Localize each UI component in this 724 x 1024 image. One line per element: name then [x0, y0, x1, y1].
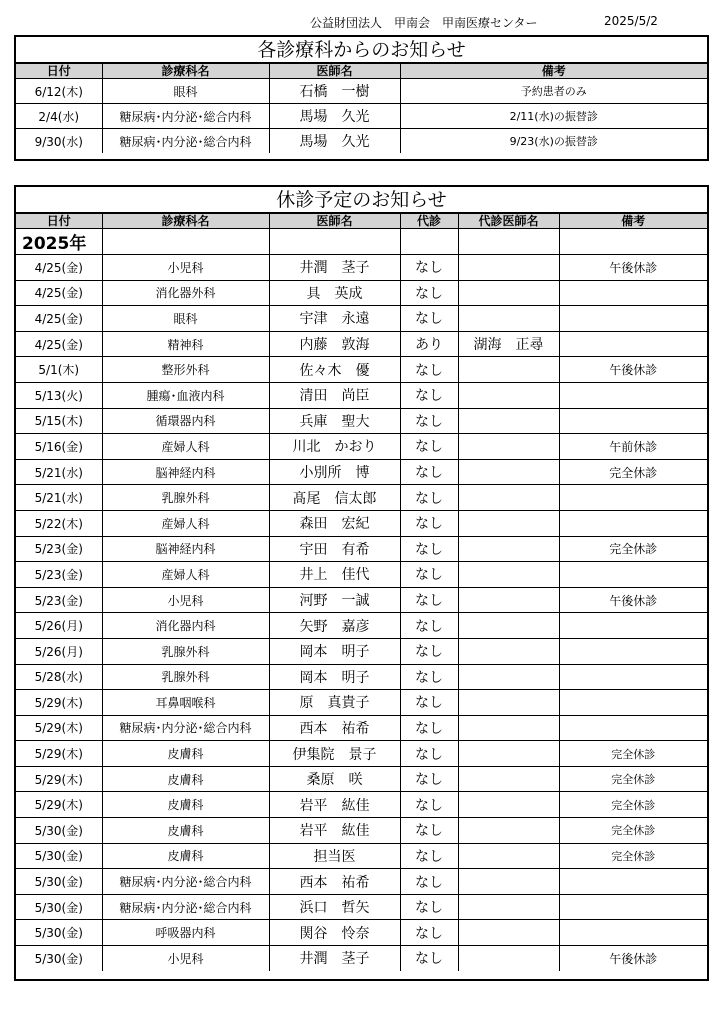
doctor-cell: 馬場 久光 [269, 104, 400, 129]
date-cell: 5/29(木) [16, 792, 102, 818]
date-cell: 5/21(水) [16, 459, 102, 485]
dept-cell: 腫瘍･血液内科 [102, 382, 269, 408]
substitute-doctor-cell [458, 536, 559, 562]
doctor-cell: 小別所 博 [269, 459, 400, 485]
doctor-cell: 佐々木 優 [269, 357, 400, 383]
note-cell [559, 664, 707, 690]
substitute-cell: なし [400, 920, 458, 946]
substitute-doctor-cell [458, 408, 559, 434]
note-cell: 午後休診 [559, 587, 707, 613]
note-cell [559, 331, 707, 357]
column-header-note: 備考 [400, 64, 707, 79]
substitute-doctor-cell [458, 843, 559, 869]
doctor-cell: 担当医 [269, 843, 400, 869]
empty-cell [102, 229, 269, 255]
closures-section [14, 185, 709, 981]
table-row [16, 562, 707, 588]
date-cell: 5/29(木) [16, 690, 102, 716]
date-cell: 5/30(金) [16, 869, 102, 895]
table-row [16, 510, 707, 536]
substitute-doctor-cell [458, 792, 559, 818]
column-header-doctor: 医師名 [269, 214, 400, 229]
doctor-cell: 西本 祐希 [269, 869, 400, 895]
empty-cell [559, 229, 707, 255]
dept-cell: 耳鼻咽喉科 [102, 690, 269, 716]
document-date: 2025/5/2 [604, 14, 658, 28]
table-row [16, 459, 707, 485]
column-header-doctor: 医師名 [269, 64, 400, 79]
substitute-cell: なし [400, 587, 458, 613]
date-cell: 5/21(水) [16, 485, 102, 511]
dept-cell: 精神科 [102, 331, 269, 357]
substitute-cell: あり [400, 331, 458, 357]
column-header-date: 日付 [16, 214, 102, 229]
column-header-date: 日付 [16, 64, 102, 79]
table-row [16, 104, 707, 129]
substitute-doctor-cell [458, 255, 559, 281]
substitute-cell: なし [400, 510, 458, 536]
notices-table [16, 64, 707, 153]
table-row [16, 587, 707, 613]
dept-cell: 小児科 [102, 587, 269, 613]
table-row [16, 638, 707, 664]
date-cell: 5/23(金) [16, 587, 102, 613]
substitute-doctor-cell [458, 664, 559, 690]
substitute-cell: なし [400, 715, 458, 741]
doctor-cell: 髙尾 信太郎 [269, 485, 400, 511]
substitute-doctor-cell [458, 306, 559, 332]
date-cell: 5/26(月) [16, 638, 102, 664]
substitute-cell: なし [400, 306, 458, 332]
table-row [16, 485, 707, 511]
dept-cell: 脳神経内科 [102, 459, 269, 485]
substitute-doctor-cell [458, 459, 559, 485]
date-cell: 5/26(月) [16, 613, 102, 639]
note-cell: 午後休診 [559, 255, 707, 281]
column-header-dept: 診療科名 [102, 214, 269, 229]
table-row [16, 331, 707, 357]
table-row [16, 690, 707, 716]
note-cell [559, 869, 707, 895]
note-cell: 予約患者のみ [400, 79, 707, 104]
table-row [16, 946, 707, 971]
date-cell: 4/25(金) [16, 306, 102, 332]
date-cell: 6/12(木) [16, 79, 102, 104]
dept-cell: 皮膚科 [102, 766, 269, 792]
dept-cell: 糖尿病･内分泌･総合内科 [102, 129, 269, 154]
table-row [16, 818, 707, 844]
dept-cell: 循環器内科 [102, 408, 269, 434]
dept-cell: 産婦人科 [102, 562, 269, 588]
year-row [16, 229, 707, 255]
dept-cell: 糖尿病･内分泌･総合内科 [102, 869, 269, 895]
note-cell: 完全休診 [559, 459, 707, 485]
note-cell: 完全休診 [559, 818, 707, 844]
dept-cell: 乳腺外科 [102, 638, 269, 664]
note-cell [559, 485, 707, 511]
doctor-cell: 河野 一誠 [269, 587, 400, 613]
substitute-cell: なし [400, 434, 458, 460]
note-cell [559, 894, 707, 920]
substitute-doctor-cell [458, 920, 559, 946]
table-row [16, 357, 707, 383]
substitute-doctor-cell [458, 562, 559, 588]
table-row [16, 382, 707, 408]
dept-cell: 消化器外科 [102, 280, 269, 306]
empty-cell [269, 229, 400, 255]
closures-header-row [16, 214, 707, 229]
doctor-cell: 浜口 哲矢 [269, 894, 400, 920]
table-row [16, 255, 707, 281]
table-row [16, 894, 707, 920]
doctor-cell: 岩平 紘佳 [269, 818, 400, 844]
note-cell [559, 920, 707, 946]
note-cell: 2/11(水)の振替診 [400, 104, 707, 129]
doctor-cell: 内藤 敦海 [269, 331, 400, 357]
date-cell: 5/15(木) [16, 408, 102, 434]
year-label: 2025年 [16, 229, 102, 255]
doctor-cell: 井潤 茎子 [269, 255, 400, 281]
table-row [16, 79, 707, 104]
dept-cell: 糖尿病･内分泌･総合内科 [102, 104, 269, 129]
substitute-cell: なし [400, 536, 458, 562]
substitute-cell: なし [400, 357, 458, 383]
substitute-doctor-cell [458, 690, 559, 716]
note-cell: 完全休診 [559, 843, 707, 869]
substitute-cell: なし [400, 255, 458, 281]
note-cell: 午前休診 [559, 434, 707, 460]
note-cell: 完全休診 [559, 536, 707, 562]
doctor-cell: 井上 佳代 [269, 562, 400, 588]
substitute-doctor-cell [458, 818, 559, 844]
table-row [16, 741, 707, 767]
date-cell: 5/30(金) [16, 818, 102, 844]
date-cell: 5/29(木) [16, 715, 102, 741]
notices-title: 各診療科からのお知らせ [16, 37, 707, 64]
doctor-cell: 川北 かおり [269, 434, 400, 460]
table-row [16, 792, 707, 818]
date-cell: 4/25(金) [16, 280, 102, 306]
substitute-cell: なし [400, 766, 458, 792]
closures-table [16, 214, 707, 971]
dept-cell: 皮膚科 [102, 741, 269, 767]
closures-title: 休診予定のお知らせ [16, 187, 707, 214]
date-cell: 2/4(水) [16, 104, 102, 129]
doctor-cell: 岡本 明子 [269, 664, 400, 690]
table-row [16, 306, 707, 332]
substitute-cell: なし [400, 638, 458, 664]
substitute-cell: なし [400, 894, 458, 920]
dept-cell: 産婦人科 [102, 510, 269, 536]
table-row [16, 434, 707, 460]
note-cell [559, 280, 707, 306]
date-cell: 5/30(金) [16, 920, 102, 946]
substitute-doctor-cell [458, 485, 559, 511]
substitute-doctor-cell [458, 510, 559, 536]
dept-cell: 皮膚科 [102, 792, 269, 818]
date-cell: 4/25(金) [16, 331, 102, 357]
dept-cell: 眼科 [102, 306, 269, 332]
date-cell: 9/30(水) [16, 129, 102, 154]
column-header-substitute-doctor: 代診医師名 [458, 214, 559, 229]
dept-cell: 整形外科 [102, 357, 269, 383]
note-cell [559, 562, 707, 588]
empty-cell [400, 229, 458, 255]
date-cell: 5/1(木) [16, 357, 102, 383]
note-cell [559, 510, 707, 536]
note-cell [559, 613, 707, 639]
organization-name: 公益財団法人 甲南会 甲南医療センター [310, 16, 538, 30]
note-cell [559, 408, 707, 434]
column-header-dept: 診療科名 [102, 64, 269, 79]
doctor-cell: 岡本 明子 [269, 638, 400, 664]
dept-cell: 皮膚科 [102, 818, 269, 844]
substitute-cell: なし [400, 843, 458, 869]
doctor-cell: 矢野 嘉彦 [269, 613, 400, 639]
substitute-doctor-cell [458, 357, 559, 383]
dept-cell: 糖尿病･内分泌･総合内科 [102, 715, 269, 741]
substitute-doctor-cell [458, 715, 559, 741]
substitute-cell: なし [400, 818, 458, 844]
date-cell: 5/13(火) [16, 382, 102, 408]
substitute-cell: なし [400, 741, 458, 767]
substitute-cell: なし [400, 562, 458, 588]
note-cell: 完全休診 [559, 766, 707, 792]
substitute-cell: なし [400, 485, 458, 511]
doctor-cell: 清田 尚臣 [269, 382, 400, 408]
date-cell: 5/22(木) [16, 510, 102, 536]
dept-cell: 小児科 [102, 255, 269, 281]
column-header-note: 備考 [559, 214, 707, 229]
doctor-cell: 馬場 久光 [269, 129, 400, 154]
notices-section [14, 35, 709, 161]
dept-cell: 乳腺外科 [102, 485, 269, 511]
table-row [16, 613, 707, 639]
date-cell: 5/30(金) [16, 843, 102, 869]
substitute-cell: なし [400, 664, 458, 690]
doctor-cell: 石橋 一樹 [269, 79, 400, 104]
table-row [16, 843, 707, 869]
note-cell [559, 690, 707, 716]
substitute-cell: なし [400, 280, 458, 306]
substitute-cell: なし [400, 792, 458, 818]
note-cell [559, 306, 707, 332]
doctor-cell: 井潤 茎子 [269, 946, 400, 971]
date-cell: 5/29(木) [16, 741, 102, 767]
substitute-doctor-cell [458, 766, 559, 792]
doctor-cell: 具 英成 [269, 280, 400, 306]
note-cell [559, 715, 707, 741]
empty-cell [458, 229, 559, 255]
date-cell: 5/29(木) [16, 766, 102, 792]
note-cell: 完全休診 [559, 792, 707, 818]
substitute-cell: なし [400, 690, 458, 716]
dept-cell: 眼科 [102, 79, 269, 104]
note-cell: 完全休診 [559, 741, 707, 767]
doctor-cell: 宇津 永遠 [269, 306, 400, 332]
table-row [16, 664, 707, 690]
substitute-doctor-cell [458, 638, 559, 664]
table-row [16, 766, 707, 792]
date-cell: 4/25(金) [16, 255, 102, 281]
dept-cell: 脳神経内科 [102, 536, 269, 562]
table-row [16, 920, 707, 946]
table-row [16, 280, 707, 306]
dept-cell: 皮膚科 [102, 843, 269, 869]
table-row [16, 129, 707, 154]
substitute-cell: なし [400, 382, 458, 408]
table-row [16, 715, 707, 741]
dept-cell: 消化器内科 [102, 613, 269, 639]
dept-cell: 産婦人科 [102, 434, 269, 460]
column-header-substitute: 代診 [400, 214, 458, 229]
substitute-cell: なし [400, 613, 458, 639]
substitute-doctor-cell [458, 869, 559, 895]
substitute-cell: なし [400, 459, 458, 485]
dept-cell: 呼吸器内科 [102, 920, 269, 946]
substitute-doctor-cell [458, 280, 559, 306]
dept-cell: 乳腺外科 [102, 664, 269, 690]
doctor-cell: 伊集院 景子 [269, 741, 400, 767]
note-cell [559, 382, 707, 408]
date-cell: 5/30(金) [16, 894, 102, 920]
substitute-doctor-cell [458, 587, 559, 613]
date-cell: 5/23(金) [16, 536, 102, 562]
doctor-cell: 関谷 怜奈 [269, 920, 400, 946]
table-row [16, 408, 707, 434]
doctor-cell: 西本 祐希 [269, 715, 400, 741]
date-cell: 5/30(金) [16, 946, 102, 971]
substitute-doctor-cell [458, 741, 559, 767]
dept-cell: 糖尿病･内分泌･総合内科 [102, 894, 269, 920]
substitute-cell: なし [400, 869, 458, 895]
note-cell: 午後休診 [559, 946, 707, 971]
note-cell: 9/23(水)の振替診 [400, 129, 707, 154]
substitute-doctor-cell [458, 946, 559, 971]
doctor-cell: 宇田 有希 [269, 536, 400, 562]
date-cell: 5/28(水) [16, 664, 102, 690]
substitute-doctor-cell [458, 613, 559, 639]
substitute-doctor-cell: 湖海 正尋 [458, 331, 559, 357]
substitute-doctor-cell [458, 434, 559, 460]
doctor-cell: 原 真貴子 [269, 690, 400, 716]
doctor-cell: 桑原 咲 [269, 766, 400, 792]
note-cell: 午後休診 [559, 357, 707, 383]
date-cell: 5/23(金) [16, 562, 102, 588]
substitute-cell: なし [400, 946, 458, 971]
substitute-cell: なし [400, 408, 458, 434]
substitute-doctor-cell [458, 894, 559, 920]
substitute-doctor-cell [458, 382, 559, 408]
dept-cell: 小児科 [102, 946, 269, 971]
date-cell: 5/16(金) [16, 434, 102, 460]
notices-header-row [16, 64, 707, 79]
note-cell [559, 638, 707, 664]
table-row [16, 869, 707, 895]
doctor-cell: 岩平 紘佳 [269, 792, 400, 818]
doctor-cell: 兵庫 聖大 [269, 408, 400, 434]
table-row [16, 536, 707, 562]
doctor-cell: 森田 宏紀 [269, 510, 400, 536]
